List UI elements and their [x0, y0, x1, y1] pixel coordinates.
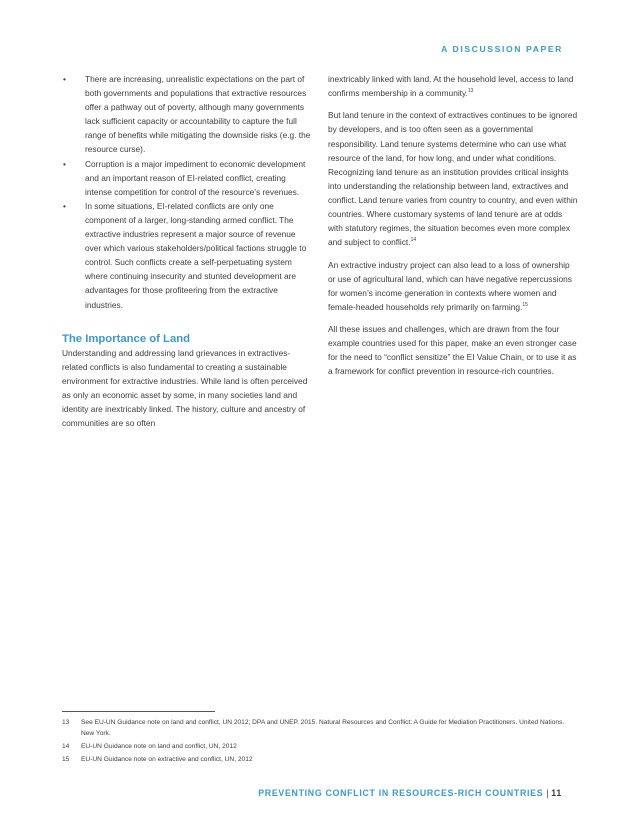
footnote-number: 14 — [62, 742, 70, 750]
section-heading: The Importance of Land — [62, 332, 191, 345]
footnote-ref: 13 — [467, 88, 474, 95]
footnote — [62, 742, 572, 753]
bullet-item: • There are increasing, unrealistic expectations on the part of both governments and populations that extractive resources offer a pathway out of poverty, although many governments lack sufficient capacity or accountability to capture the full range of benefits while mitigating the downside risks (e.g. the resource curse). — [63, 74, 311, 155]
footer-title: PREVENTING CONFLICT IN RESOURCES-RICH COUNTRIES — [258, 788, 544, 798]
footnotes — [62, 718, 572, 768]
running-header: A DISCUSSION PAPER — [441, 44, 563, 54]
left-column — [62, 72, 312, 430]
footnote-text: EU-UN Guidance note on land and conflict, UN, 2012 — [81, 742, 237, 750]
body-paragraph: inextricably linked with land. At the household level, access to land confirms membership in a community.$^{13}$ — [328, 74, 574, 99]
footnote-divider — [62, 711, 215, 712]
bullet-list — [62, 72, 312, 312]
page-number: 11 — [551, 788, 562, 798]
page-footer — [258, 788, 562, 798]
bullet-item: • In some situations, EI-related conflicts are only one component of a larger, long-standing armed conflict. The extractive industries represent a major source of revenue over which various stakeholders/political factions struggle to control. Such conflicts create a self-perpetuating system where continuing insecurity and stunted development are advantages for those profiteering from the extractive industries. — [63, 200, 307, 310]
bullet-icon: • — [63, 74, 66, 84]
footnote-text: See EU-UN Guidance note on land and conflict, UN 2012; DPA and UNEP. 2015. Natural Resources and Conflict: A Guide for Mediation Practitioners. United Nations. New York. — [81, 719, 565, 737]
body-paragraph: But land tenure in the context of extractives continues to be ignored by developers, and is too often seen as a governmental responsibility. Land tenure systems determine who can use what resource of the land, for how long, and under what conditions. Recognizing land tenure as an institution provides critical insights into understanding the relationship between land, extractives and conflict. Land tenure varies from country to country, and even within countries. Where customary systems of land tenure are at odds with statutory regimes, the situation becomes even more complex and subject to conflict.$^{14}$ — [328, 110, 578, 248]
bullet-item: • Corruption is a major impediment to economic development and an important reason of EI-related conflict, creating intense competition for control of the resource’s revenues. — [63, 158, 306, 197]
footer-separator: | — [546, 788, 550, 798]
footnote — [62, 718, 572, 739]
footnote-number: 13 — [62, 719, 70, 726]
footnote-number: 15 — [62, 755, 70, 763]
footnote-text: EU-UN Guidance note on extractive and conflict, UN, 2012 — [81, 755, 253, 763]
body-paragraph: An extractive industry project can also lead to a loss of ownership or use of agricultural land, which can have negative repercussions for women’s income generation in contexts where women and female-headed households rely primarily on farming.$^{15}$ — [328, 259, 572, 312]
bullet-icon: • — [63, 158, 66, 169]
footnote-ref: 14 — [410, 237, 417, 244]
right-column — [328, 72, 578, 387]
bullet-icon: • — [63, 200, 66, 211]
footnote-ref: 15 — [522, 302, 528, 308]
body-paragraph: Understanding and addressing land grievances in extractives-related conflicts is also fundamental to creating a sustainable environment for extractive industries. While land is often perceived as only an economic asset by some, in many societies land and identity are inextricably linked. The history, culture and ancestry of communities are so often — [62, 347, 308, 429]
footnote — [62, 755, 572, 766]
body-paragraph: All these issues and challenges, which are drawn from the four example countries used for this paper, make an even stronger case for the need to “conflict sensitize” the EI Value Chain, or to use it as a framework for conflict prevention in resource-rich countries. — [328, 324, 577, 377]
